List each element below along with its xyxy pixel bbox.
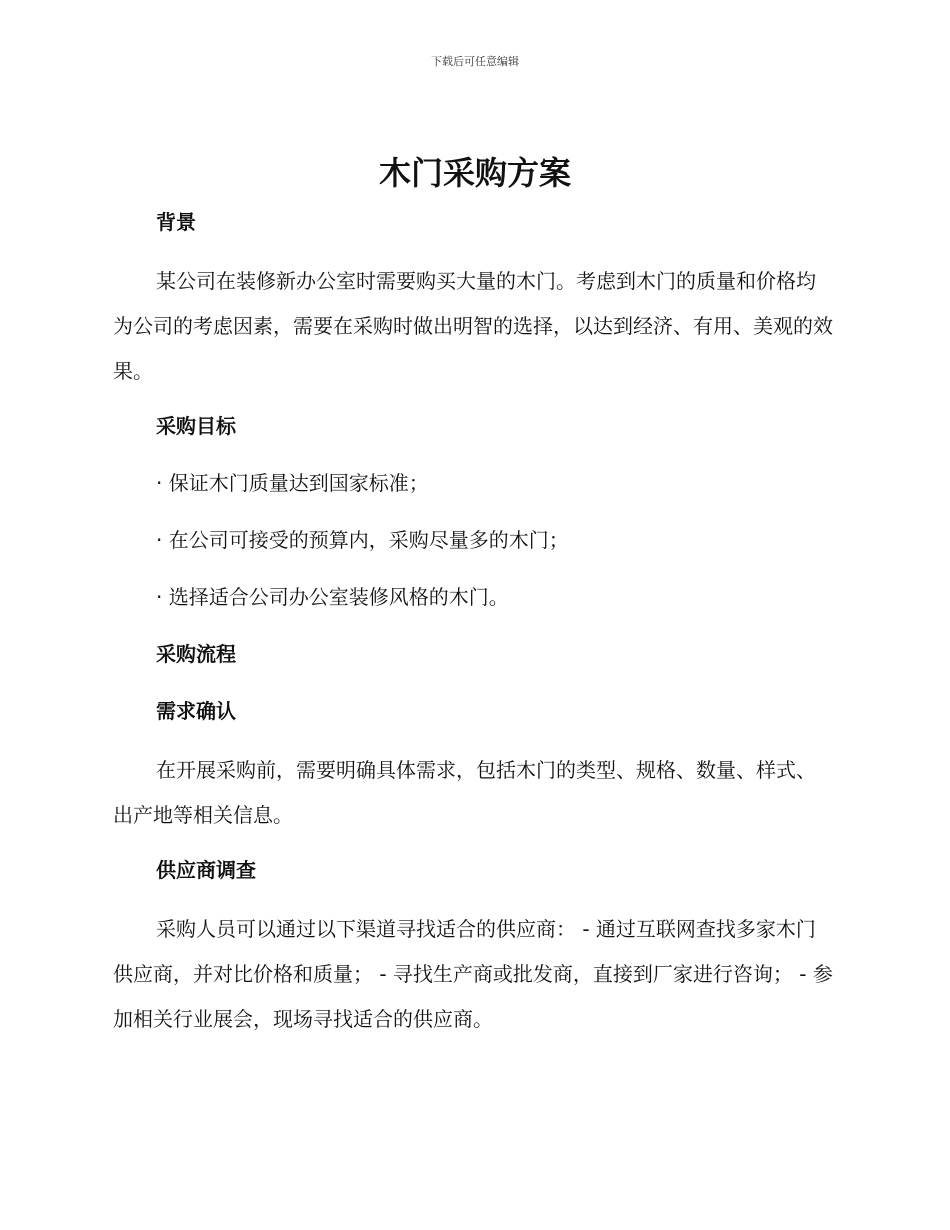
- section-heading-goals: 采购目标: [156, 414, 236, 438]
- document-title: 木门采购方案: [378, 154, 571, 192]
- goal-item: · 在公司可接受的预算内，采购尽量多的木门；: [156, 528, 569, 552]
- section-heading-process: 采购流程: [156, 642, 236, 666]
- section-heading-background: 背景: [156, 210, 196, 234]
- goal-item: · 选择适合公司办公室装修风格的木门。: [156, 585, 509, 609]
- section-heading-suppliers: 供应商调查: [156, 858, 256, 882]
- goal-item: · 保证木门质量达到国家标准；: [156, 471, 429, 495]
- suppliers-paragraph: 采购人员可以通过以下渠道寻找适合的供应商： - 通过互联网查找多家木门供应商，并对比价格和质量； - 寻找生产商或批发商，直接到厂家进行咨询； - 参加相关行业展会，现场寻找适合的供应商。: [113, 917, 833, 1031]
- page-header-note: 下载后可任意编辑: [431, 55, 519, 68]
- background-paragraph: 某公司在装修新办公室时需要购买大量的木门。考虑到木门的质量和价格均为公司的考虑因素，需要在采购时做出明智的选择，以达到经济、有用、美观的效果。: [113, 269, 833, 383]
- document-body: [113, 202, 835, 1054]
- requirements-paragraph: 在开展采购前，需要明确具体需求，包括木门的类型、规格、数量、样式、出产地等相关信息。: [113, 758, 816, 827]
- section-heading-requirements: 需求确认: [156, 699, 236, 723]
